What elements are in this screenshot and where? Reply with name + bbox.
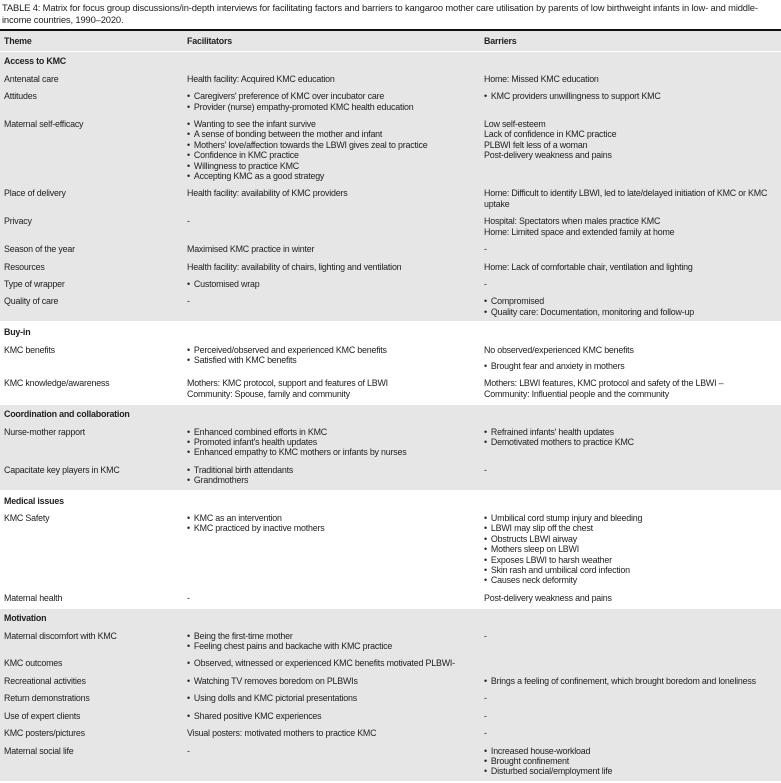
text-line: Maximised KMC practice in winter [187,244,315,255]
bullet-item: • Disturbed social/employment life [484,766,779,776]
header-theme: Theme [4,36,32,46]
bullet-item: • Willingness to practice KMC [187,161,478,171]
bullet-item: • Compromised [484,296,779,306]
theme-cell: Season of the year [4,244,75,255]
barriers-cell [480,342,781,376]
barriers-cell [480,116,781,185]
facilitators-cell [183,276,480,293]
table-row [0,116,781,185]
header-barriers: Barriers [484,36,517,46]
bullet-item: • Umbilical cord stump injury and bleeding [484,513,779,523]
theme-cell: Maternal health [4,592,63,603]
table-section [0,608,781,781]
bullet-item: • Customised wrap [187,279,478,289]
bullet-item: • Observed, witnessed or experienced KMC benefits motivated PLBWI- [187,658,478,668]
facilitators-cell [183,743,480,782]
table-section [0,322,781,404]
text-line: Mothers: LBWI features, KMC protocol and safety of the LBWI – [484,378,724,389]
table-row [0,708,781,725]
table-row [0,241,781,258]
table-row [0,375,781,404]
section-title: Buy-in [4,327,31,338]
theme-cell: KMC outcomes [4,658,63,669]
facilitators-cell [183,510,480,590]
section-title: Medical issues [4,495,64,506]
bullet-item: • Being the first-time mother [187,631,478,641]
theme-cell: Resources [4,261,45,272]
bullet-item: • Using dolls and KMC pictorial presentations [187,693,478,703]
section-header-row [0,608,781,627]
theme-cell: Maternal discomfort with KMC [4,630,117,641]
text-line: - [484,278,487,289]
bullet-item: • Increased house-workload [484,746,779,756]
text-line: - [484,630,487,641]
section-header-row [0,404,781,423]
barriers-cell [480,259,781,276]
theme-cell: Quality of care [4,296,59,307]
bullet-item: • Traditional birth attendants [187,465,478,475]
text-line: Home: Missed KMC education [484,73,599,84]
facilitators-cell [183,590,480,608]
text-line: PLBWI felt less of a woman [484,139,588,150]
facilitators-cell [183,259,480,276]
table-section [0,491,781,609]
facilitators-cell [183,185,480,213]
table-row [0,213,781,241]
table-row [0,590,781,608]
table-row [0,88,781,116]
matrix-table [0,31,781,783]
theme-cell: Recreational activities [4,675,86,686]
text-line: Community: Influential people and the community [484,388,669,399]
theme-cell: Maternal social life [4,745,74,756]
bullet-item: • Exposes LBWI to harsh weather [484,555,779,565]
barriers-cell [480,241,781,258]
text-line: Health facility: availability of chairs, lighting and ventilation [187,261,402,272]
bullet-item: • KMC practiced by inactive mothers [187,523,478,533]
barriers-cell [480,462,781,491]
bullet-item: • Promoted infant's health updates [187,437,478,447]
section-header-row [0,52,781,71]
table-section [0,404,781,490]
theme-cell: KMC posters/pictures [4,728,85,739]
text-line: Home: Difficult to identify LBWI, led to late/delayed initiation of KMC or KMC uptake [484,188,768,209]
text-line: Hospital: Spectators when males practice KMC [484,216,661,227]
table-row [0,71,781,88]
text-line: - [484,728,487,739]
bullet-item: • A sense of bonding between the mother and infant [187,129,478,139]
bullet-item: • Perceived/observed and experienced KMC benefits [187,345,478,355]
facilitators-cell [183,628,480,656]
bullet-item: • Wanting to see the infant survive [187,119,478,129]
barriers-cell [480,628,781,656]
bullet-item: • LBWI may slip off the chest [484,523,779,533]
bullet-item: • Grandmothers [187,475,478,485]
table-caption: TABLE 4: Matrix for focus group discussions/in-depth interviews for facilitating factors and barriers to kangaroo mother care utilisation by parents of low birthweight infants in low- and middle-income countries, 1990–2020. [2,2,758,25]
theme-cell: Use of expert clients [4,710,81,721]
bullet-item: • Mothers sleep on LBWI [484,544,779,554]
facilitators-cell [183,690,480,707]
facilitators-cell [183,342,480,376]
text-line: No observed/experienced KMC benefits [484,344,634,355]
header-row [0,31,781,52]
theme-cell: Place of delivery [4,188,66,199]
table-row [0,690,781,707]
barriers-cell [480,185,781,213]
theme-cell: Return demonstrations [4,693,90,704]
barriers-cell [480,673,781,690]
barriers-cell [480,276,781,293]
table-row [0,342,781,376]
facilitators-cell [183,293,480,322]
section-title: Motivation [4,613,47,624]
barriers-cell [480,213,781,241]
theme-cell: KMC knowledge/awareness [4,378,110,389]
bullet-item: • Enhanced combined efforts in KMC [187,427,478,437]
table-section [0,52,781,322]
bullet-item: • Caregivers' preference of KMC over incubator care [187,91,478,101]
bullet-item: • Provider (nurse) empathy-promoted KMC health education [187,102,478,112]
text-line: - [484,710,487,721]
bullet-item: • Demotivated mothers to practice KMC [484,437,779,447]
text-line: - [484,464,487,475]
barriers-cell [480,88,781,116]
bullet-item: • Feeling chest pains and backache with KMC practice [187,641,478,651]
bullet-item: • Accepting KMC as a good strategy [187,171,478,181]
theme-cell: Attitudes [4,91,37,102]
text-line: Community: Spouse, family and community [187,388,350,399]
facilitators-cell [183,213,480,241]
barriers-cell [480,708,781,725]
barriers-cell [480,71,781,88]
facilitators-cell [183,725,480,742]
barriers-cell [480,590,781,608]
section-header-row [0,322,781,341]
bullet-item: • Brought confinement [484,756,779,766]
facilitators-cell [183,375,480,404]
bullet-item: • KMC as an intervention [187,513,478,523]
table-row [0,462,781,491]
bullet-item: • Watching TV removes boredom on PLBWIs [187,676,478,686]
bullet-item: • Satisfied with KMC benefits [187,355,478,365]
text-line: - [187,296,190,307]
text-line: Low self-esteem [484,119,546,130]
table-row [0,673,781,690]
table-row [0,276,781,293]
theme-cell: KMC Safety [4,513,50,523]
text-line: Lack of confidence in KMC practice [484,129,617,140]
table-row [0,725,781,742]
theme-cell: Capacitate key players in KMC [4,464,120,475]
text-line: - [484,244,487,255]
header-facilitators: Facilitators [187,36,232,46]
bullet-item: • Obstructs LBWI airway [484,534,779,544]
text-line: - [187,216,190,227]
facilitators-cell [183,424,480,462]
table-row [0,655,781,672]
text-line: Health facility: Acquired KMC education [187,73,335,84]
theme-cell: Type of wrapper [4,278,65,289]
barriers-cell [480,725,781,742]
barriers-cell [480,375,781,404]
theme-cell: Privacy [4,216,32,227]
text-line: Mothers: KMC protocol, support and features of LBWI [187,378,388,389]
bullet-item: • Skin rash and umbilical cord infection [484,565,779,575]
theme-cell: Maternal self-efficacy [4,119,84,130]
facilitators-cell [183,462,480,491]
bullet-item: • Quality care: Documentation, monitoring and follow-up [484,307,779,317]
bullet-item: • KMC providers unwillingness to support KMC [484,91,779,101]
bullet-item: • Mothers' love/affection towards the LBWI gives zeal to practice [187,140,478,150]
facilitators-cell [183,116,480,185]
text-line: - [187,592,190,603]
barriers-cell [480,655,781,672]
table-row [0,185,781,213]
section-header-row [0,491,781,510]
bullet-item: • Refrained infants' health updates [484,427,779,437]
bullet-item: • Shared positive KMC experiences [187,711,478,721]
text-line: - [187,745,190,756]
barriers-cell [480,690,781,707]
bullet-item: • Confidence in KMC practice [187,150,478,160]
facilitators-cell [183,71,480,88]
facilitators-cell [183,88,480,116]
barriers-cell [480,743,781,782]
facilitators-cell [183,708,480,725]
facilitators-cell [183,241,480,258]
theme-cell: KMC benefits [4,344,55,355]
text-line: - [484,693,487,704]
facilitators-cell [183,655,480,672]
bullet-item: • Brings a feeling of confinement, which brought boredom and loneliness [484,676,779,686]
barriers-cell [480,424,781,462]
table-row [0,743,781,782]
section-title: Access to KMC [4,56,67,67]
section-title: Coordination and collaboration [4,409,130,420]
table-row [0,293,781,322]
text-line: Post-delivery weakness and pains [484,150,612,161]
theme-cell: Nurse-mother rapport [4,426,85,437]
table-row [0,259,781,276]
bullet-item: • Brought fear and anxiety in mothers [484,361,779,371]
bullet-item: • Causes neck deformity [484,575,779,585]
text-line: Home: Limited space and extended family at home [484,226,675,237]
facilitators-cell [183,673,480,690]
table-row [0,628,781,656]
barriers-cell [480,293,781,322]
bullet-item: • Enhanced empathy to KMC mothers or infants by nurses [187,447,478,457]
text-line: Post-delivery weakness and pains [484,592,612,603]
table-row [0,510,781,590]
barriers-cell [480,510,781,590]
text-line: Health facility: availability of KMC providers [187,188,348,199]
text-line: Home: Lack of comfortable chair, ventilation and lighting [484,261,693,272]
text-line: Visual posters: motivated mothers to practice KMC [187,728,377,739]
theme-cell: Antenatal care [4,73,59,84]
table-row [0,424,781,462]
